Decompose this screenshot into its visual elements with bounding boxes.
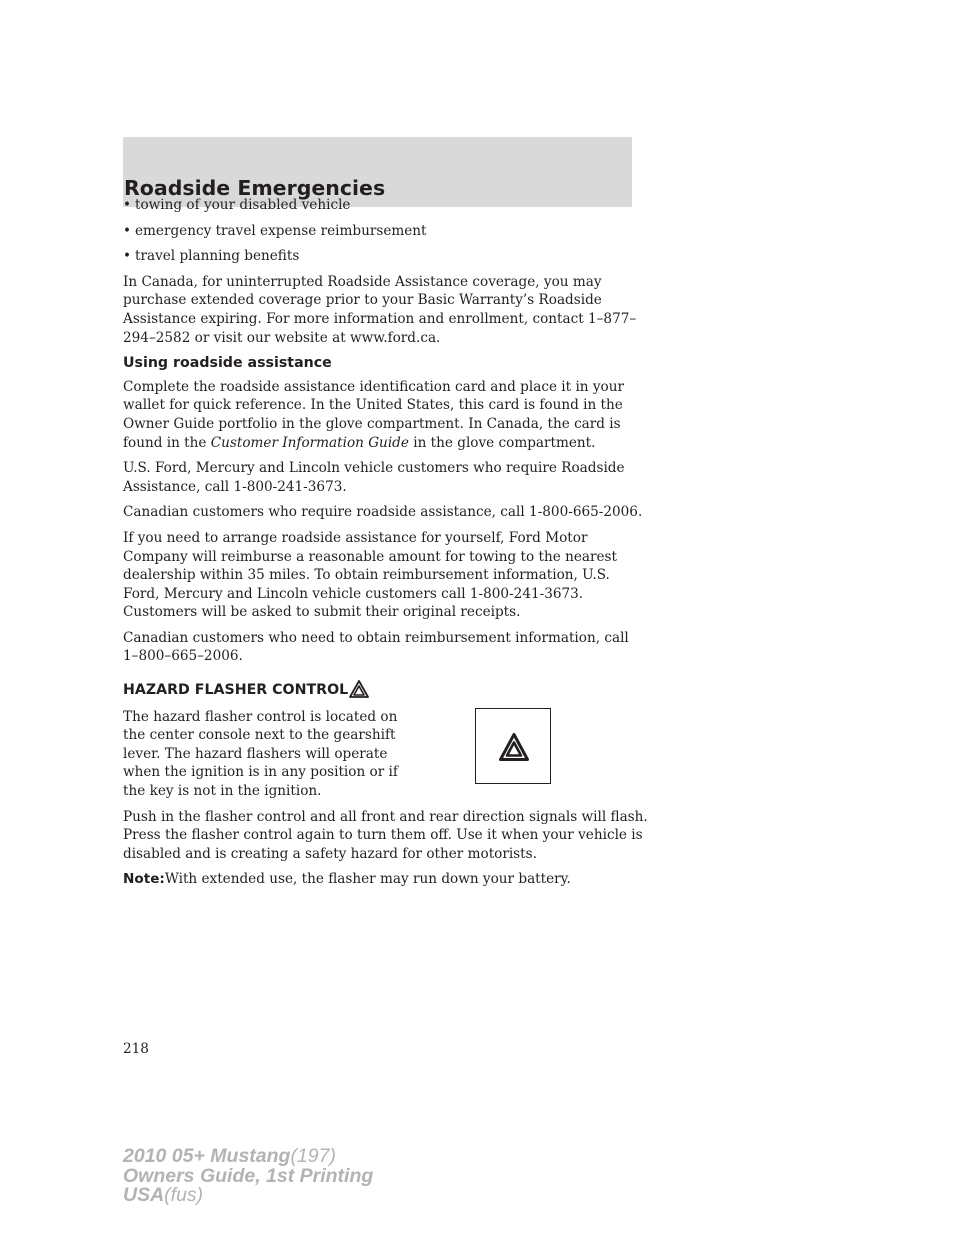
bullet-text: emergency travel expense reimbursement	[135, 222, 427, 239]
complete-card-paragraph	[123, 378, 648, 452]
bullet-icon: •	[123, 197, 132, 213]
reimburse-paragraph: If you need to arrange roadside assistance for yourself, Ford Motor Company will reimburse a reasonable amount for towing to the nearest dealership within 35 miles. To obtain reimbursement information, U.S. Ford, Mercury and Lincoln vehicle customers call 1-800-241-3673. Customers will be asked to submit their original receipts.	[123, 529, 617, 621]
footer-print-info	[123, 1147, 373, 1206]
page-number: 218	[123, 1041, 149, 1057]
footer-model: 2010 05+ Mustang	[123, 1145, 291, 1167]
bullet-icon: •	[123, 222, 132, 239]
hazard-heading-text: HAZARD FLASHER CONTROL	[123, 682, 349, 699]
customer-info-guide-title: Customer Information Guide	[210, 434, 409, 451]
footer-market: USA	[123, 1184, 165, 1206]
canadian-customers-paragraph: Canadian customers who require roadside assistance, call 1-800-665-2006.	[123, 504, 643, 521]
note-label: Note:	[123, 871, 165, 888]
footer-line-market	[123, 1186, 373, 1206]
note-text: With extended use, the flasher may run down your battery.	[164, 871, 571, 888]
canadian-reimburse-paragraph: Canadian customers who need to obtain reimbursement information, call 1–800–665–2006.	[123, 629, 629, 665]
bullet-text: travel planning benefits	[135, 248, 300, 265]
bullet-item	[123, 196, 648, 215]
footer-market-code: (fus)	[164, 1184, 204, 1206]
bullet-text: towing of your disabled vehicle	[135, 197, 351, 213]
hazard-flasher-illustration	[475, 708, 551, 784]
hazard-note-paragraph	[123, 870, 648, 889]
footer-line-model	[123, 1147, 373, 1167]
us-customers-paragraph: U.S. Ford, Mercury and Lincoln vehicle customers who require Roadside Assistance, call 1-800-241-3673.	[123, 460, 625, 495]
bullet-icon: •	[123, 248, 132, 265]
section-heading-using: Using roadside assistance	[123, 355, 332, 372]
section-heading-hazard	[123, 680, 648, 704]
hazard-flasher-icon	[499, 733, 529, 761]
hazard-push-paragraph: Push in the flasher control and all front and rear direction signals will flash. Press the flasher control again to turn them off. Use it when your vehicle is disabled and is creating a safety hazard for other motorists.	[123, 808, 648, 862]
footer-line-printing: Owners Guide, 1st Printing	[123, 1164, 374, 1187]
page-content	[123, 196, 648, 896]
hazard-warning-icon	[349, 680, 369, 704]
bullet-item	[123, 247, 648, 266]
complete-card-text-1: Complete the roadside assistance identification card and place it in your wallet for quick reference. In the United States, this card is found in the Owner Guide portfolio in the glove compartment. In Canada, the card is found in the	[123, 378, 624, 451]
page-title: Roadside Emergencies	[124, 176, 386, 200]
hazard-location-block	[123, 708, 648, 801]
bullet-item	[123, 222, 648, 241]
footer-model-code: (197)	[290, 1145, 336, 1167]
hazard-location-paragraph: The hazard flasher control is located on the center console next to the gearshift lever. The hazard flashers will operate when the ignition is in any position or if the key is not in the ignition.	[123, 708, 398, 800]
complete-card-text-2: in the glove compartment.	[408, 434, 596, 451]
canada-coverage-paragraph: In Canada, for uninterrupted Roadside Assistance coverage, you may purchase extended coverage prior to your Basic Warranty’s Roadside Assistance expiring. For more information and enrollment, contact 1–877–294–2582 or visit our website at www.ford.ca.	[123, 273, 637, 346]
